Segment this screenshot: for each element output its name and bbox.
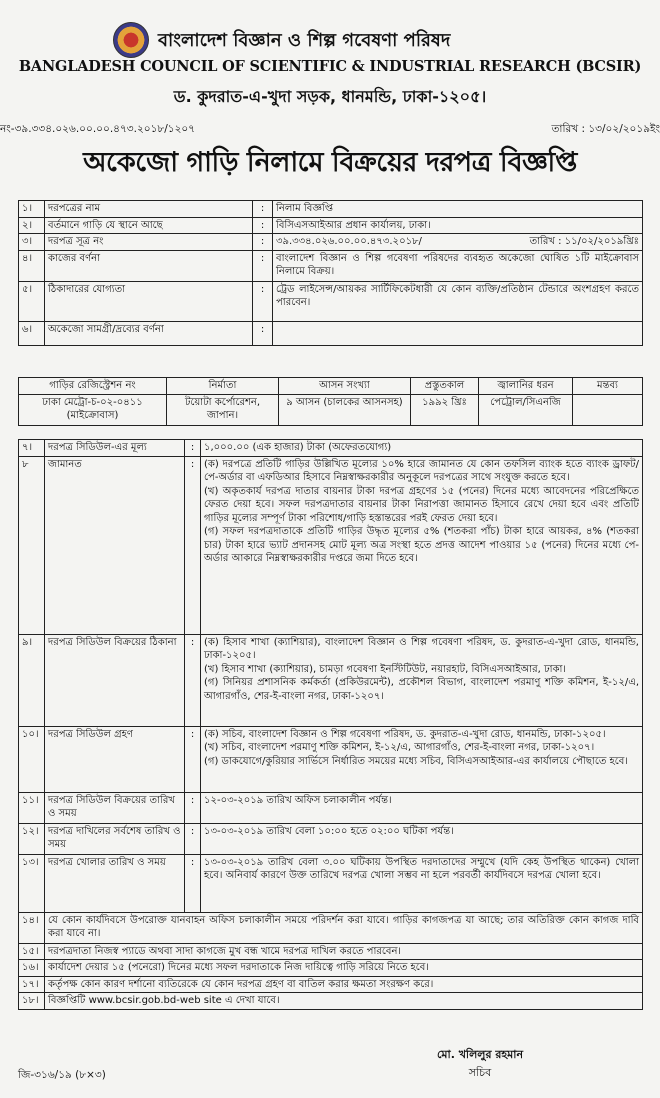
table-cell xyxy=(573,394,643,425)
table-cell: ৯ আসন (চালকের আসনসহ) xyxy=(279,394,411,425)
org-name-bangla: বাংলাদেশ বিজ্ঞান ও শিল্প গবেষণা পরিষদ xyxy=(158,30,451,51)
footer-reference: জি-৩১৬/১৯ (৮×৩) xyxy=(18,1069,106,1081)
row-separator: : xyxy=(185,440,201,457)
row-separator: : xyxy=(185,456,201,634)
signatory-name: মো. খলিলুর রহমান xyxy=(436,1048,524,1061)
table-row xyxy=(19,726,643,792)
table-row xyxy=(19,201,643,218)
table-row xyxy=(19,912,643,943)
table-row xyxy=(19,281,643,321)
row-number: ৮ xyxy=(19,456,45,634)
row-label: ঠিকাদারের যোগ্যতা xyxy=(45,281,253,321)
row-label: দরপত্র সিডিউল গ্রহণ xyxy=(45,726,185,792)
row-separator: : xyxy=(185,854,201,912)
row-label: দরপত্র সিডিউল বিক্রয়ের তারিখ ও সময় xyxy=(45,792,185,823)
row-text: কার্যাদেশ দেয়ার ১৫ (পনেরো) দিনের মধ্যে সফল দরদাতাকে নিজ দায়িত্বে গাড়ি সরিয়ে নিতে হবে। xyxy=(45,960,643,977)
row-value: ১২-০৩-২০১৯ তারিখ অফিস চলাকালীন পর্যন্ত। xyxy=(201,792,643,823)
org-name-english: BANGLADESH COUNCIL OF SCIENTIFIC & INDUSTRIAL RESEARCH (BCSIR) xyxy=(18,58,642,75)
sale-address-ka: (ক) হিসাব শাখা (ক্যাশিয়ার), বাংলাদেশ বিজ্ঞান ও শিল্প গবেষণা পরিষদ, ড. কুদরাত-এ-খুদা রোড, ধানমন্ডি, ঢাকা-১২০৫। xyxy=(204,636,639,661)
row-separator: : xyxy=(253,281,273,321)
row-label: বর্তমানে গাড়ি যে স্থানে আছে xyxy=(45,217,253,234)
row-value: বাংলাদেশ বিজ্ঞান ও শিল্প গবেষণা পরিষদের ব্যবহৃত অকেজো ঘোষিত ১টি মাইক্রোবাস নিলামে বিক্রয়। xyxy=(273,250,643,281)
vehicle-table xyxy=(18,377,643,426)
row-number: ১১। xyxy=(19,792,45,823)
row-value: ১৩-০৩-২০১৯ তারিখ বেলা ১০:০০ হতে ০২:০০ ঘটিকা পর্যন্ত। xyxy=(201,823,643,854)
receive-address-ka: (ক) সচিব, বাংলাদেশ বিজ্ঞান ও শিল্প গবেষণা পরিষদ, ড. কুদরাত-এ-খুদা রোড, ধানমন্ডি, ঢাকা-১২০৫। xyxy=(204,728,606,740)
row-number: ৪। xyxy=(19,250,45,281)
row-separator: : xyxy=(253,201,273,218)
row-number: ৭। xyxy=(19,440,45,457)
row-number: ১। xyxy=(19,201,45,218)
letterhead xyxy=(18,0,642,118)
memo-number: নং-৩৯.৩৩৪.০২৬.০০.০০.৪৭৩.২০১৮/১২০৭ xyxy=(0,123,196,135)
row-separator: : xyxy=(185,634,201,726)
row-value xyxy=(273,234,643,251)
row-number: ১৭। xyxy=(19,976,45,993)
row-number: ১২। xyxy=(19,823,45,854)
row-label: দরপত্রের নাম xyxy=(45,201,253,218)
column-header: প্রস্তুতকাল xyxy=(411,378,479,395)
row-number: ১০। xyxy=(19,726,45,792)
table-row xyxy=(19,854,643,912)
row-label: দরপত্র সিডিউল বিক্রয়ের ঠিকানা xyxy=(45,634,185,726)
table-row xyxy=(19,321,643,345)
table-row xyxy=(19,976,643,993)
table-row xyxy=(19,634,643,726)
row-text: দরপত্রদাতা নিজস্ব প্যাডে অথবা সাদা কাগজে মুখ বন্ধ খামে দরপত্র দাখিল করতে পারবেন। xyxy=(45,943,643,960)
row-label: দরপত্র সূত্র নং xyxy=(45,234,253,251)
column-header: আসন সংখ্যা xyxy=(279,378,411,395)
row-number: ৬। xyxy=(19,321,45,345)
table-row xyxy=(19,456,643,634)
row-label: দরপত্র দাখিলের সর্বশেষ তারিখ ও সময় xyxy=(45,823,185,854)
reference-date: তারিখ : ১১/০২/২০১৯খ্রিঃ xyxy=(529,236,639,247)
row-number: ৯। xyxy=(19,634,45,726)
row-number: ১৪। xyxy=(19,912,45,943)
sale-address-ga: (গ) সিনিয়র প্রশাসনিক কর্মকর্তা (প্রকিউরমেন্ট), প্রকৌশল বিভাগ, বাংলাদেশ পরমাণু শক্তি কমিশন, ই-১২/এ, আগারগাঁও, শের-ই-বাংলা নগর, ঢাকা-১২০৭। xyxy=(204,677,639,702)
row-text: বিজ্ঞপ্তিটি www.bcsir.gob.bd-web site এ দেখা যাবে। xyxy=(45,993,643,1010)
row-separator: : xyxy=(185,726,201,792)
receive-address-kha: (খ) সচিব, বাংলাদেশ পরমাণু শক্তি কমিশন, ই-১২/এ, আগারগাঁও, শের-ই-বাংলা নগর, ঢাকা-১২০৭। xyxy=(204,742,595,753)
row-number: ১৬। xyxy=(19,960,45,977)
row-value xyxy=(273,321,643,345)
table-row xyxy=(19,250,643,281)
row-number: ৫। xyxy=(19,281,45,321)
table-header-row xyxy=(19,378,643,395)
column-header: নির্মাতা xyxy=(167,378,279,395)
row-value: ১৩-০৩-২০১৯ তারিখ বেলা ৩.০০ ঘটিকায় উপস্থিত দরদাতাদের সম্মুখে (যদি কেহ উপস্থিত থাকেন) খোলা হবে। অনিবার্য কারণে উক্ত তারিখে দরপত্র খোলা সম্ভব না হলে পরবর্তী কার্যদিবসে দরপত্র খোলা হবে। xyxy=(201,854,643,912)
reference-number: ৩৯.৩৩৪.০২৬.০০.০০.৪৭৩.২০১৮/ xyxy=(276,236,422,247)
row-text: কর্তৃপক্ষ কোন কারণ দর্শানো ব্যতিরেকে যে কোন দরপত্র গ্রহণ বা বাতিল করার ক্ষমতা সংরক্ষণ করে। xyxy=(45,976,643,993)
guarantee-clause-ka: (ক) দরপত্রে প্রতিটি গাড়ির উল্লিখিত মূল্যের ১০% হারে জামানত যে কোন তফসিল ব্যাংক হতে ব্যাংক ড্রাফট/ পে-অর্ডার বা এফডিআর হিসাবে নিম্নস্বাক্ষরকারীর অনুকূলে দরপত্রের সাথে সংযুক্ত করতে হবে। xyxy=(204,458,639,483)
row-number: ৩। xyxy=(19,234,45,251)
row-separator: : xyxy=(253,321,273,345)
row-separator: : xyxy=(185,792,201,823)
table-cell: ঢাকা মেট্রো-চ-০২-০৪১১ (মাইক্রোবাস) xyxy=(19,394,167,425)
guarantee-clause-ga: (গ) সফল দরপত্রদাতাকে প্রতিটি গাড়ির উদ্ধৃত মূল্যের ৫% (শতকরা পাঁচ) টাকা হারে আয়কর, ৪% (শতকরা চার) টাকা হারে ভ্যাট প্রদানসহ মোট মূল্য অত্র সংস্থা হতে প্রদত্ত আদেশ পাওয়ার ১৫ (পনের) দিনের মধ্যে পে-অর্ডার আকারে নিম্নস্বাক্ষরকারীর দপ্তরে জমা দিতে হবে। xyxy=(204,526,639,564)
table-row xyxy=(19,960,643,977)
row-separator: : xyxy=(253,250,273,281)
row-text: যে কোন কার্যদিবসে উপরোক্ত যানবাহন অফিস চলাকালীন সময়ে পরিদর্শন করা যাবে। গাড়ির কাগজপত্র যা আছে; তার অতিরিক্ত কোন কাগজ দাবি করা যাবে না। xyxy=(45,912,643,943)
table-cell: টয়োটা কর্পোরেশন, জাপান। xyxy=(167,394,279,425)
receive-address-ga: (গ) ডাকযোগে/কুরিয়ার সার্ভিসে নির্ধারিত সময়ের মধ্যে সচিব, বিসিএসআইআর-এর কার্যালয়ে পৌছাতে হবে। xyxy=(204,755,628,767)
org-address: ড. কুদরাত-এ-খুদা সড়ক, ধানমন্ডি, ঢাকা-১২০৫। xyxy=(173,87,487,106)
signatory-title: সচিব xyxy=(468,1066,492,1079)
memo-date: তারিখ : ১৩/০২/২০১৯ইং xyxy=(551,123,660,135)
table-cell: পেট্রোল/সিএনজি xyxy=(479,394,573,425)
row-value: বিসিএসআইআর প্রধান কার্যালয়, ঢাকা। xyxy=(273,217,643,234)
row-value xyxy=(201,456,643,634)
row-number: ১৫। xyxy=(19,943,45,960)
table-row xyxy=(19,234,643,251)
info-table-b xyxy=(18,439,643,1010)
row-number: ১৮। xyxy=(19,993,45,1010)
row-label: দরপত্র খোলার তারিখ ও সময় xyxy=(45,854,185,912)
column-header: জ্বালানির ধরন xyxy=(479,378,573,395)
table-row xyxy=(19,823,643,854)
row-value: ১,০০০.০০ (এক হাজার) টাকা (অফেরতযোগ্য) xyxy=(201,440,643,457)
sale-address-kha: (খ) হিসাব শাখা (ক্যাশিয়ার), চামড়া গবেষণা ইনস্টিটিউট, নয়ারহাট, বিসিএসআইআর, ঢাকা। xyxy=(204,663,566,675)
bcsir-logo xyxy=(113,22,149,58)
info-table-a xyxy=(18,200,643,346)
row-separator: : xyxy=(185,823,201,854)
table-row xyxy=(19,993,643,1010)
table-row xyxy=(19,792,643,823)
row-number: ১৩। xyxy=(19,854,45,912)
column-header: মন্তব্য xyxy=(573,378,643,395)
notice-title: অকেজো গাড়ি নিলামে বিক্রয়ের দরপত্র বিজ্ঞপ্তি xyxy=(83,147,577,178)
column-header: গাড়ির রেজিস্ট্রেশন নং xyxy=(19,378,167,395)
table-row xyxy=(19,440,643,457)
row-label: অকেজো সামগ্রী/দ্রব্যের বর্ণনা xyxy=(45,321,253,345)
table-row xyxy=(19,394,643,425)
table-row xyxy=(19,217,643,234)
row-separator: : xyxy=(253,234,273,251)
row-label: জামানত xyxy=(45,456,185,634)
row-label: কাজের বর্ণনা xyxy=(45,250,253,281)
guarantee-clause-kha: (খ) অকৃতকার্য দরপত্র দাতার বায়নার টাকা দরপত্র গ্রহণের ১৫ (পনের) দিনের মধ্যে আবেদনের পরিপ্রেক্ষিতে ফেরত দেয়া হবে। সফল দরপত্রদাতার বায়নার টাকা নিরাপত্তা জামানত হিসাবে রেখে দেয়া হবে এবং প্রতিটি গাড়ির মূল্যের সম্পূর্ণ টাকা পরিশোধ/গাড়ি হস্তান্তরের পরই ফেরত দেয়া হবে। xyxy=(204,485,639,524)
row-value: নিলাম বিজ্ঞপ্তি xyxy=(273,201,643,218)
row-label: দরপত্র সিডিউল-এর মূল্য xyxy=(45,440,185,457)
row-value xyxy=(201,726,643,792)
row-value xyxy=(201,634,643,726)
row-value: ট্রেড লাইসেন্স/আয়কর সার্টিফিকেটধারী যে কোন ব্যক্তি/প্রতিষ্ঠান টেন্ডারে অংশগ্রহণ করতে পারবেন। xyxy=(273,281,643,321)
table-cell: ১৯৯২ খ্রিঃ xyxy=(411,394,479,425)
row-separator: : xyxy=(253,217,273,234)
table-row xyxy=(19,943,643,960)
row-number: ২। xyxy=(19,217,45,234)
